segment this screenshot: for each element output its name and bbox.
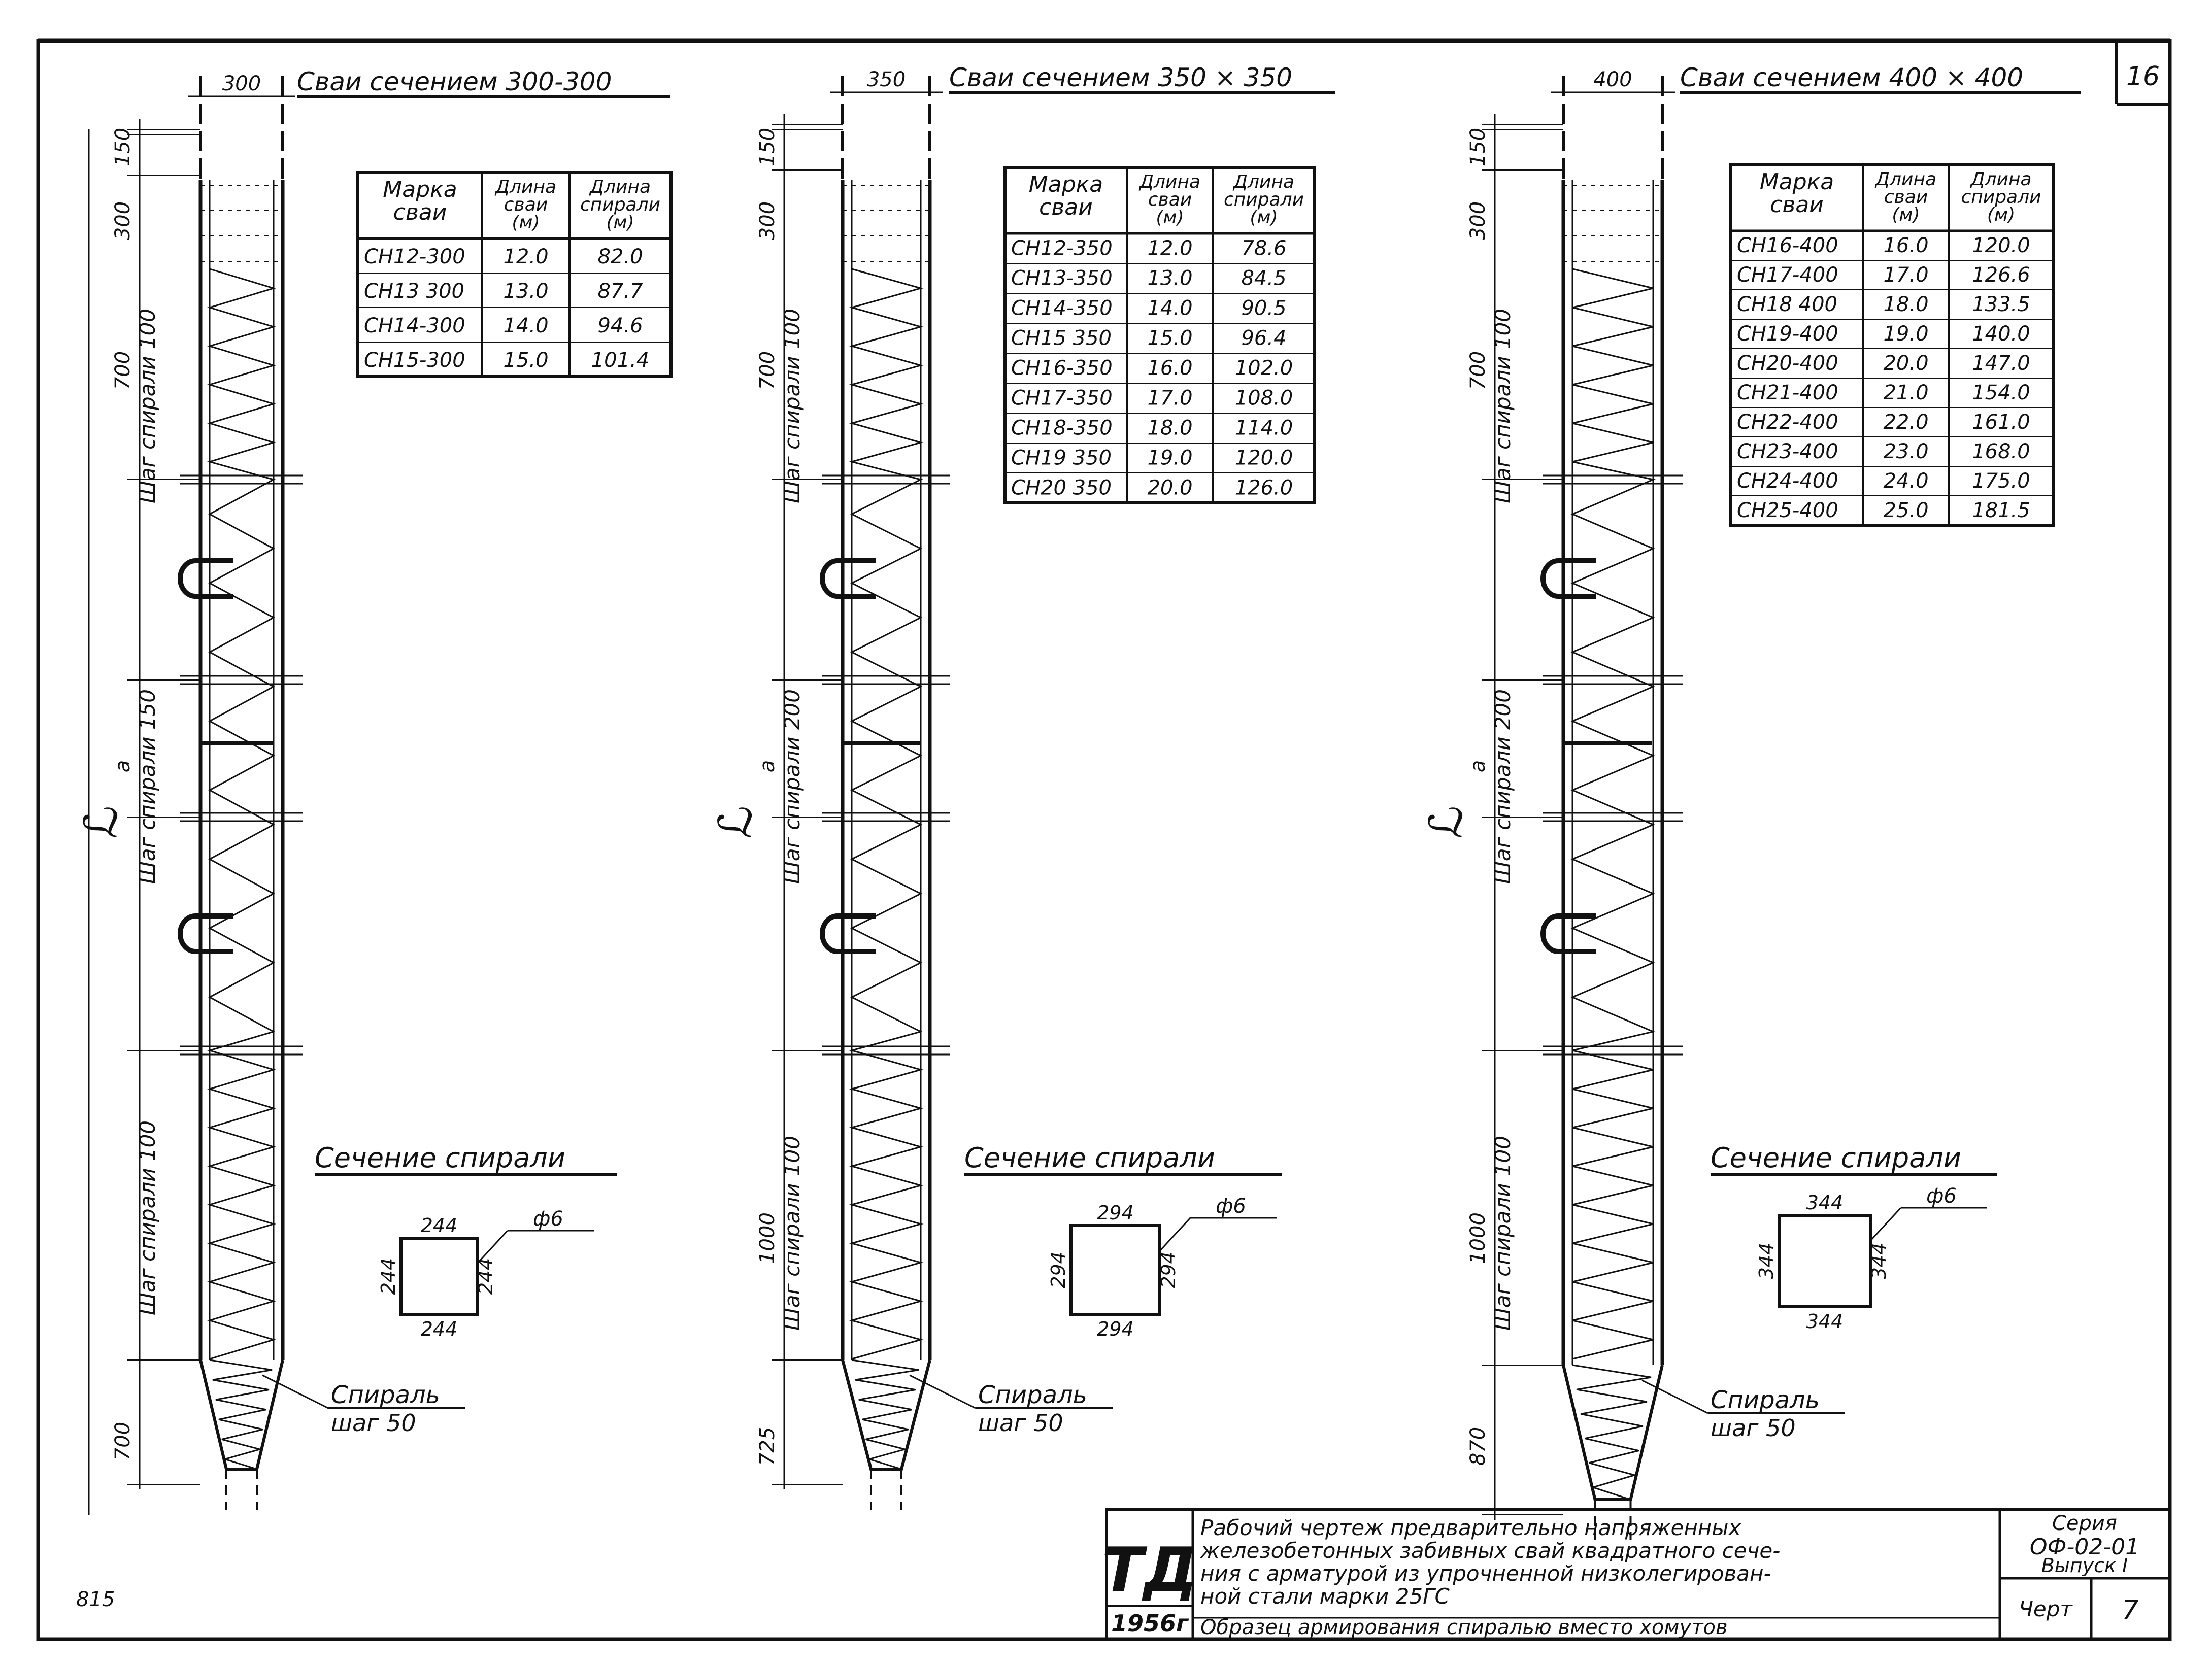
pile-1 bbox=[75, 67, 671, 1510]
section-square bbox=[401, 1238, 477, 1314]
table-cell-spiral: 181.5 bbox=[1972, 498, 2030, 522]
table-cell-length: 12.0 bbox=[503, 245, 549, 268]
table-cell-spiral: 108.0 bbox=[1234, 386, 1293, 410]
table-cell-mark: СН16-350 bbox=[1011, 356, 1113, 380]
table-cell-mark: СН19-400 bbox=[1737, 322, 1838, 346]
table-cell-length: 15.0 bbox=[1147, 326, 1193, 350]
section-dim-right: 344 bbox=[1868, 1242, 1890, 1280]
section-dim-right: 294 bbox=[1157, 1251, 1180, 1288]
dim-step-bottom: Шаг спирали 100 bbox=[780, 1136, 805, 1331]
dim-overall: ℒ bbox=[1420, 805, 1473, 839]
table-header-cell: Длина bbox=[495, 177, 557, 197]
table-cell-mark: СН18-350 bbox=[1011, 416, 1113, 440]
table-header-cell: сваи bbox=[1039, 194, 1093, 220]
dim-700: 700 bbox=[1466, 351, 1490, 390]
table-cell-mark: СН19 350 bbox=[1011, 446, 1112, 470]
tip-spiral bbox=[1572, 1365, 1651, 1500]
table-cell-length: 13.0 bbox=[1147, 266, 1193, 290]
top-width-dim: 300 bbox=[222, 72, 261, 95]
description-line-1: Рабочий чертеж предварительно напряженных bbox=[1200, 1515, 1741, 1540]
dim-tip: 870 bbox=[1466, 1426, 1490, 1466]
table-cell-length: 25.0 bbox=[1883, 498, 1929, 522]
table-cell-mark: СН14-350 bbox=[1011, 296, 1113, 320]
table-header-cell: (м) bbox=[512, 212, 540, 233]
table-header-cell: (м) bbox=[606, 212, 634, 233]
dim-150: 150 bbox=[756, 127, 779, 167]
table-cell-length: 18.0 bbox=[1147, 416, 1193, 440]
section-diameter: ф6 bbox=[1926, 1184, 1957, 1208]
spiral-step: шаг 50 bbox=[978, 1409, 1063, 1437]
table-cell-spiral: 82.0 bbox=[597, 245, 643, 268]
table-cell-mark: СН20-400 bbox=[1737, 351, 1838, 375]
table-cell-spiral: 96.4 bbox=[1241, 326, 1287, 350]
section-dim-bottom: 344 bbox=[1806, 1310, 1844, 1333]
table-cell-spiral: 84.5 bbox=[1241, 266, 1287, 290]
dim-150: 150 bbox=[111, 127, 135, 167]
dim-tip: 725 bbox=[756, 1426, 779, 1466]
dim-1000: 1000 bbox=[756, 1212, 779, 1264]
table-cell-spiral: 94.6 bbox=[597, 314, 643, 337]
dim-1000: 1000 bbox=[1466, 1212, 1490, 1264]
table-header-cell: Марка bbox=[1759, 169, 1834, 195]
series-code: ОФ-02-01 bbox=[2029, 1534, 2140, 1560]
table-header-cell: Марка bbox=[383, 177, 457, 202]
section-dim-top: 294 bbox=[1097, 1202, 1134, 1224]
table-cell-spiral: 87.7 bbox=[597, 279, 643, 303]
dim-700: 700 bbox=[111, 351, 135, 390]
table-cell-spiral: 154.0 bbox=[1972, 381, 2030, 404]
corner-note: 815 bbox=[76, 1588, 115, 1611]
table-cell-spiral: 90.5 bbox=[1241, 296, 1287, 320]
tip-spiral bbox=[210, 1360, 272, 1469]
table-header-cell: Длина bbox=[1139, 172, 1201, 192]
table-cell-spiral: 114.0 bbox=[1234, 416, 1293, 440]
table-cell-spiral: 168.0 bbox=[1972, 439, 2030, 463]
table-cell-mark: СН12-350 bbox=[1011, 236, 1113, 260]
subtitle: Образец армирования спиралью вместо хомутов bbox=[1200, 1616, 1728, 1639]
lifting-loop bbox=[180, 916, 233, 951]
description-line-3: ния с арматурой из упрочненной низколегирован- bbox=[1200, 1561, 1771, 1586]
table-cell-length: 15.0 bbox=[503, 348, 549, 372]
section-dim-bottom: 244 bbox=[420, 1318, 458, 1340]
table-cell-spiral: 126.0 bbox=[1234, 476, 1293, 500]
page-number: 16 bbox=[2126, 61, 2160, 92]
leader bbox=[1160, 1218, 1190, 1251]
dim-step-top: Шаг спирали 100 bbox=[135, 309, 160, 503]
table-header-cell: (м) bbox=[1987, 205, 2016, 225]
table-cell-mark: СН17-350 bbox=[1011, 386, 1113, 410]
description-line-2: железобетонных забивных свай квадратного сече- bbox=[1200, 1538, 1781, 1563]
table-cell-length: 19.0 bbox=[1883, 322, 1929, 346]
table-cell-mark: СН12-300 bbox=[364, 245, 465, 268]
dim-overall: ℒ bbox=[75, 805, 128, 839]
table-cell-length: 19.0 bbox=[1147, 446, 1193, 470]
table-cell-spiral: 133.5 bbox=[1972, 292, 2030, 316]
tip-spiral bbox=[852, 1360, 919, 1469]
sheet-number: 7 bbox=[2122, 1595, 2139, 1625]
table-cell-length: 21.0 bbox=[1883, 381, 1929, 404]
table-cell-length: 20.0 bbox=[1147, 476, 1193, 500]
table-cell-length: 13.0 bbox=[503, 279, 549, 303]
pile-table bbox=[1731, 165, 2053, 525]
spiral-label: Спираль bbox=[1711, 1386, 1820, 1414]
dim-step-mid: Шаг спирали 200 bbox=[780, 689, 805, 884]
table-cell-length: 12.0 bbox=[1147, 236, 1193, 260]
pile-table bbox=[358, 173, 671, 377]
table-header-cell: сваи bbox=[393, 199, 447, 225]
section-dim-top: 344 bbox=[1806, 1192, 1844, 1214]
table-cell-mark: СН22-400 bbox=[1737, 410, 1838, 434]
table-header-cell: Длина bbox=[1970, 169, 2032, 190]
table-cell-length: 20.0 bbox=[1883, 351, 1929, 375]
title-block bbox=[1102, 1510, 2170, 1639]
section-dim-left: 294 bbox=[1047, 1251, 1069, 1288]
table-cell-length: 18.0 bbox=[1883, 292, 1929, 316]
table-cell-mark: СН23-400 bbox=[1737, 439, 1838, 463]
table-cell-mark: СН16-400 bbox=[1737, 233, 1838, 257]
description-line-4: ной стали марки 25ГС bbox=[1200, 1584, 1450, 1609]
section-dim-top: 244 bbox=[420, 1214, 458, 1237]
table-header-cell: спирали bbox=[580, 194, 661, 215]
table-cell-mark: СН17-400 bbox=[1737, 263, 1838, 287]
spiral-section bbox=[315, 1142, 617, 1340]
table-cell-spiral: 101.4 bbox=[591, 348, 650, 372]
table-header-cell: сваи bbox=[504, 194, 548, 215]
table-header-cell: Длина bbox=[1875, 169, 1937, 190]
spiral bbox=[852, 269, 921, 1359]
table-cell-length: 17.0 bbox=[1883, 263, 1929, 287]
section-diameter: ф6 bbox=[1216, 1195, 1246, 1218]
spiral-step: шаг 50 bbox=[331, 1409, 416, 1437]
pile-heading: Сваи сечением 400 × 400 bbox=[1680, 63, 2024, 92]
table-header-cell: спирали bbox=[1223, 189, 1304, 210]
spiral-label: Спираль bbox=[331, 1381, 440, 1409]
table-cell-mark: СН20 350 bbox=[1011, 476, 1112, 500]
series-label: Серия bbox=[2052, 1512, 2117, 1535]
table-cell-mark: СН15 350 bbox=[1011, 326, 1112, 350]
dim-step-bottom: Шаг спирали 100 bbox=[1490, 1136, 1515, 1331]
section-dim-left: 244 bbox=[377, 1257, 399, 1295]
pile-2 bbox=[89, 63, 1335, 1510]
dim-300: 300 bbox=[111, 201, 135, 241]
table-cell-length: 14.0 bbox=[1147, 296, 1193, 320]
section-square bbox=[1779, 1215, 1870, 1307]
table-cell-mark: СН18 400 bbox=[1737, 292, 1837, 316]
table-header-cell: (м) bbox=[1156, 207, 1184, 228]
table-header-cell: спирали bbox=[1961, 187, 2041, 208]
table-cell-spiral: 120.0 bbox=[1972, 233, 2030, 257]
section-diameter: ф6 bbox=[533, 1207, 563, 1231]
top-width-dim: 400 bbox=[1593, 68, 1632, 91]
table-cell-mark: СН13-350 bbox=[1011, 266, 1113, 290]
dim-150: 150 bbox=[1466, 127, 1490, 167]
table-cell-spiral: 175.0 bbox=[1972, 469, 2030, 493]
table-cell-spiral: 78.6 bbox=[1241, 236, 1287, 260]
section-dim-left: 344 bbox=[1755, 1242, 1778, 1280]
table-cell-spiral: 120.0 bbox=[1234, 446, 1293, 470]
dim-a: a bbox=[756, 760, 779, 773]
section-title: Сечение спирали bbox=[315, 1142, 565, 1174]
dim-step-bottom: Шаг спирали 100 bbox=[135, 1120, 160, 1315]
table-header-cell: (м) bbox=[1250, 207, 1278, 228]
lifting-loop bbox=[822, 916, 876, 951]
dim-a: a bbox=[111, 760, 135, 773]
dim-300: 300 bbox=[756, 201, 779, 241]
logo-mark: ТД bbox=[1101, 1535, 1198, 1606]
spiral-section bbox=[964, 1142, 1282, 1340]
dim-tip: 700 bbox=[111, 1421, 135, 1461]
dim-overall: ℒ bbox=[709, 805, 762, 839]
pile-table bbox=[1005, 167, 1315, 503]
table-cell-length: 22.0 bbox=[1883, 410, 1929, 434]
table-header-cell: сваи bbox=[1770, 192, 1824, 218]
table-cell-length: 24.0 bbox=[1883, 469, 1929, 493]
table-cell-spiral: 102.0 bbox=[1234, 356, 1293, 380]
dim-step-top: Шаг спирали 100 bbox=[780, 309, 805, 503]
dim-step-top: Шаг спирали 100 bbox=[1490, 309, 1515, 503]
table-cell-mark: СН15-300 bbox=[364, 348, 465, 372]
table-cell-length: 14.0 bbox=[503, 314, 549, 337]
table-cell-spiral: 140.0 bbox=[1972, 322, 2030, 346]
dim-step-mid: Шаг спирали 150 bbox=[135, 689, 160, 884]
table-cell-length: 16.0 bbox=[1147, 356, 1193, 380]
leader bbox=[1870, 1208, 1901, 1241]
dim-700: 700 bbox=[756, 351, 779, 390]
table-cell-spiral: 147.0 bbox=[1972, 351, 2030, 375]
table-cell-mark: СН21-400 bbox=[1737, 381, 1838, 404]
spiral-step: шаг 50 bbox=[1711, 1414, 1796, 1442]
spiral-section bbox=[1711, 1142, 1997, 1333]
dim-a: a bbox=[1466, 760, 1490, 773]
piles-container bbox=[75, 63, 2081, 1540]
table-cell-length: 17.0 bbox=[1147, 386, 1193, 410]
table-header-cell: Длина bbox=[1233, 172, 1295, 192]
spiral bbox=[210, 269, 274, 1359]
dim-300: 300 bbox=[1466, 201, 1490, 241]
section-square bbox=[1071, 1226, 1160, 1314]
table-cell-mark: СН13 300 bbox=[364, 279, 464, 303]
table-cell-spiral: 126.6 bbox=[1972, 263, 2030, 287]
issue: Выпуск I bbox=[2041, 1554, 2128, 1577]
section-dim-right: 244 bbox=[475, 1257, 497, 1295]
section-dim-bottom: 294 bbox=[1097, 1318, 1134, 1340]
table-header-cell: сваи bbox=[1884, 187, 1928, 208]
table-header-cell: Марка bbox=[1028, 172, 1103, 197]
table-cell-length: 16.0 bbox=[1883, 233, 1929, 257]
table-cell-spiral: 161.0 bbox=[1972, 410, 2030, 434]
table-header-cell: Длина bbox=[589, 177, 651, 197]
pile-heading: Сваи сечением 300-300 bbox=[297, 67, 612, 96]
spiral bbox=[1572, 269, 1653, 1359]
pile-heading: Сваи сечением 350 × 350 bbox=[949, 63, 1293, 92]
table-cell-mark: СН25-400 bbox=[1737, 498, 1838, 522]
section-title: Сечение спирали bbox=[1711, 1142, 1961, 1174]
table-header-cell: сваи bbox=[1148, 189, 1192, 210]
table-cell-length: 23.0 bbox=[1883, 439, 1929, 463]
table-header-cell: (м) bbox=[1892, 205, 1920, 225]
spiral-label: Спираль bbox=[978, 1381, 1087, 1409]
year: 1956г bbox=[1111, 1610, 1189, 1637]
table-cell-mark: СН14-300 bbox=[364, 314, 465, 337]
section-title: Сечение спирали bbox=[964, 1142, 1215, 1174]
sheet-label: Черт bbox=[2019, 1596, 2072, 1621]
top-width-dim: 350 bbox=[866, 68, 906, 91]
table-cell-mark: СН24-400 bbox=[1737, 469, 1838, 493]
dim-step-mid: Шаг спирали 200 bbox=[1490, 689, 1515, 884]
lifting-loop bbox=[1543, 561, 1596, 596]
